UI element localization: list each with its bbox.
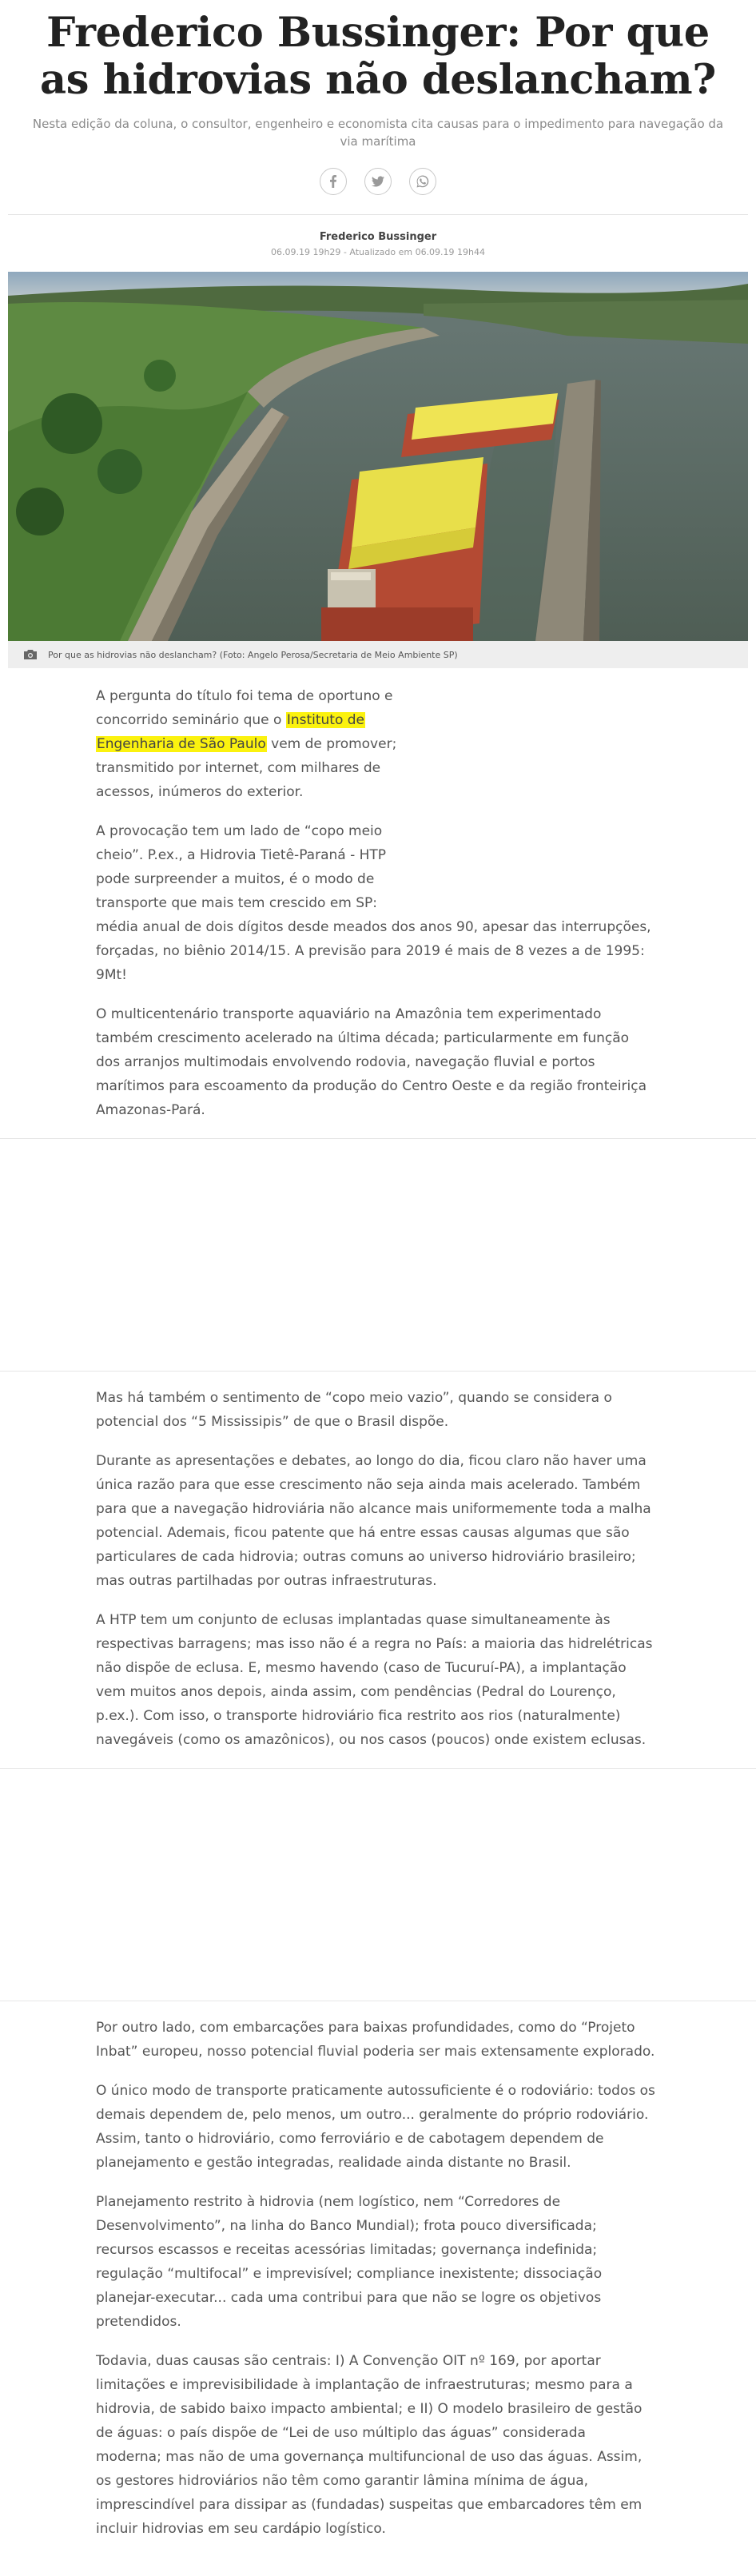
paragraph-line: pode surpreender a muitos, é o modo de <box>96 871 375 887</box>
publish-date: 06.09.19 19h29 - Atualizado em 06.09.19 19h44 <box>270 247 486 257</box>
whatsapp-icon <box>416 175 429 188</box>
institute-link-continued[interactable]: Engenharia de São Paulo <box>97 736 266 752</box>
author-name[interactable]: Frederico Bussinger <box>319 231 437 243</box>
article-paragraph: Durante as apresentações e debates, ao longo do dia, ficou claro não haver uma única razão para que esse crescimento não seja ainda mais acelerado. Também para que a navegação hidroviária não alcance mais uniformemente toda a malha potencial. Ademais, ficou patente que há entre essas causas algumas que são particulares de cada hidrovia; outras comuns ao universo hidroviário brasileiro; mas outras partilhadas por outras infraestruturas. <box>96 1453 651 1589</box>
twitter-icon <box>372 175 384 188</box>
article-paragraph: O multicentenário transporte aquaviário na Amazônia tem experimentado também crescimento acelerado na última década; particularmente em função dos arranjos multimodais envolvendo rodovia, navegação fluvial e portos marítimos para escoamento da produção do Centro Oeste e da região fronteiriça Amazonas-Pará. <box>96 1006 647 1118</box>
article-paragraph: Planejamento restrito à hidrovia (nem logístico, nem “Corredores de Desenvolvimento”, na linha do Banco Mundial); frota pouco diversificada; recursos escassos e receitas acessórias limitadas; governança indefinida; regulação “multifocal” e imprevisível; compliance inexistente; dissociação planejar-executar... cada uma contribui para que não se logre os objetivos pretendidos. <box>96 2194 603 2330</box>
article-body-1 <box>96 684 655 1122</box>
institute-link[interactable]: Instituto de <box>286 712 365 728</box>
page-title: Frederico Bussinger: Por que as hidrovias não deslancham? <box>40 9 716 104</box>
share-whatsapp-button[interactable] <box>409 168 436 195</box>
paragraph-line: transmitido por internet, com milhares de <box>96 760 381 776</box>
page-subtitle: Nesta edição da coluna, o consultor, engenheiro e economista cita causas para o impedimento para navegação da via marítima <box>32 117 724 149</box>
paragraph-line: A provocação tem um lado de “copo meio <box>96 823 383 839</box>
paragraph-line: A pergunta do título foi tema de oportuno e <box>96 688 393 704</box>
ad-slot <box>0 1768 756 2001</box>
paragraph-line: concorrido seminário que o <box>96 712 286 728</box>
article-paragraph: Todavia, duas causas são centrais: I) A Convenção OIT nº 169, por aportar limitações e imprevisibilidade à implantação de infraestruturas; mesmo para a hidrovia, de sabido baixo impacto ambiental; e II) O modelo brasileiro de gestão de águas: o país dispõe de “Lei de uso múltiplo das águas” considerada moderna; mas não de uma governança multifuncional de uso das águas. Assim, os gestores hidroviários não têm como garantir lâmina mínima de água, imprescindível para dissipar as (fundadas) suspeitas que embarcadores têm em incluir hidrovias em seu cardápio logístico. <box>96 2353 643 2537</box>
facebook-icon <box>327 175 340 188</box>
paragraph-line: acessos, inúmeros do exterior. <box>96 784 304 800</box>
article-body-3 <box>96 2016 655 2541</box>
article-paragraph: Mas há também o sentimento de “copo meio vazio”, quando se considera o potencial dos “5 Mississipis” de que o Brasil dispõe. <box>96 1390 612 1430</box>
paragraph-line: cheio”. P.ex., a Hidrovia Tietê-Paraná - HTP <box>96 847 387 863</box>
share-twitter-button[interactable] <box>364 168 392 195</box>
paragraph-line: transporte que mais tem crescido em SP: <box>96 895 378 911</box>
ad-slot <box>0 1138 756 1372</box>
lock-barges-illustration <box>8 272 748 641</box>
article-paragraph: A HTP tem um conjunto de eclusas implantadas quase simultaneamente às respectivas barragens; mas isso não é a regra no País: a maioria das hidrelétricas não dispõe de eclusa. E, mesmo havendo (caso de Tucuruí-PA), a implantação vem muitos anos depois, ainda assim, com pendências (Pedral do Lourenço, p.ex.). Com isso, o transporte hidroviário fica restrito aos rios (naturalmente) navegáveis (como os amazônicos), ou nos casos (poucos) onde existem eclusas. <box>96 1612 653 1748</box>
article-paragraph <box>96 819 655 987</box>
article-paragraph <box>96 684 655 804</box>
article-paragraph: O único modo de transporte praticamente autossuficiente é o rodoviário: todos os demais dependem de, pelo menos, um outro... geralmente do próprio rodoviário. Assim, tanto o hidroviário, como ferroviário e de cabotagem dependem de planejamento e gestão integradas, realidade ainda distante no Brasil. <box>96 2083 655 2171</box>
byline <box>0 231 756 257</box>
share-bar <box>0 168 756 195</box>
article-photo <box>8 272 748 641</box>
header-divider <box>8 214 748 215</box>
paragraph-line: vem de promover; <box>266 736 397 752</box>
paragraph-line: média anual de dois dígitos desde meados dos anos 90, apesar das interrupções, forçadas, no biênio 2014/15. A previsão para 2019 é mais de 8 vezes a de 1995: 9Mt! <box>96 919 651 983</box>
photo-caption-text: Por que as hidrovias não deslancham? (Foto: Angelo Perosa/Secretaria de Meio Ambiente SP) <box>48 649 458 660</box>
photo-caption <box>8 641 748 668</box>
camera-icon <box>24 650 37 659</box>
article-paragraph: Por outro lado, com embarcações para baixas profundidades, como do “Projeto Inbat” europeu, nosso potencial fluvial poderia ser mais extensamente explorado. <box>96 2020 655 2060</box>
article-body-2 <box>96 1386 655 1752</box>
share-facebook-button[interactable] <box>320 168 347 195</box>
